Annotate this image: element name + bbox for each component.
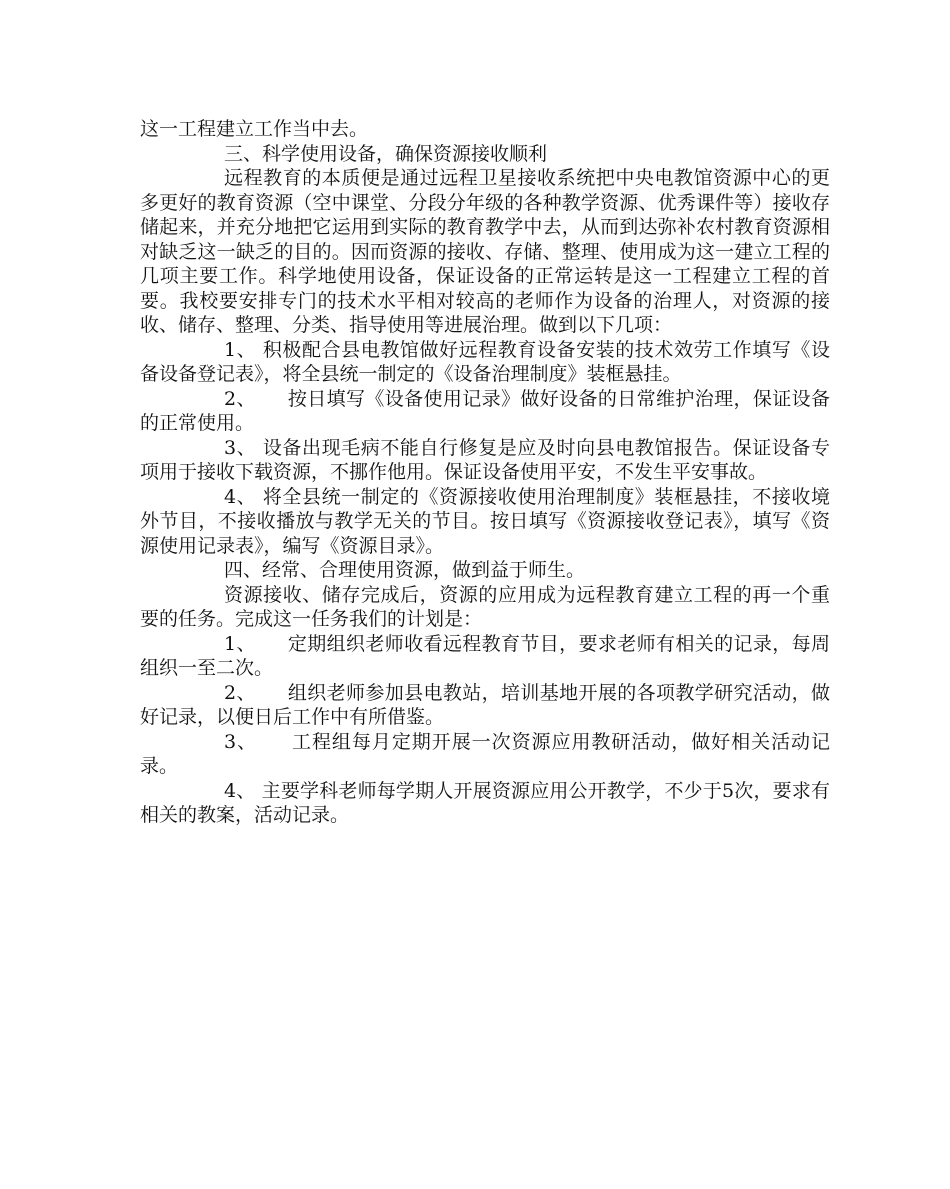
list-item-equipment-3: 3、 设备出现毛病不能自行修复是应及时向县电教馆报告。保证设备专项用于接收下载资源，不挪作他用。保证设备使用平安，不发生平安事故。	[140, 436, 830, 483]
list-item-plan-1: 1、 定期组织老师收看远程教育节目，要求老师有相关的记录，每周组织一至二次。	[140, 632, 830, 679]
list-item-plan-3: 3、 工程组每月定期开展一次资源应用教研活动，做好相关活动记录。	[140, 730, 830, 777]
paragraph-continuation: 这一工程建立工作当中去。	[140, 118, 369, 140]
paragraph-resource-intro: 远程教育的本质便是通过远程卫星接收系统把中央电教馆资源中心的更多更好的教育资源（空中课堂、分段分年级的各种教学资源、优秀课件等）接收存储起来，并充分地把它运用到实际的教育教学中去，从而到达弥补农村教育资源相对缺乏这一缺乏的目的。因而资源的接收、存储、整理、使用成为这一建立工程的几项主要工作。科学地使用设备，保证设备的正常运转是这一工程建立工程的首要。我校要安排专门的技术水平相对较高的老师作为设备的治理人，对资源的接收、储存、整理、分类、指导使用等进展治理。做到以下几项：	[140, 167, 830, 336]
list-item-plan-4: 4、 主要学科老师每学期人开展资源应用公开教学，不少于5次，要求有相关的教案，活动记录。	[140, 779, 830, 826]
section-heading-3: 三、科学使用设备，确保资源接收顺利	[224, 142, 548, 165]
list-item-equipment-4: 4、 将全县统一制定的《资源接收使用治理制度》装框悬挂，不接收境外节目，不接收播放与教学无关的节目。按日填写《资源接收登记表》，填写《资源使用记录表》，编写《资源目录》。	[140, 485, 830, 557]
list-item-equipment-2: 2、 按日填写《设备使用记录》做好设备的日常维护治理，保证设备的正常使用。	[140, 387, 830, 434]
document-body	[140, 117, 830, 828]
list-item-plan-2: 2、 组织老师参加县电教站，培训基地开展的各项教学研究活动，做好记录，以便日后工作中有所借鉴。	[140, 681, 830, 728]
paragraph-resource-plan: 资源接收、储存完成后，资源的应用成为远程教育建立工程的再一个重要的任务。完成这一任务我们的计划是：	[140, 583, 830, 630]
list-item-equipment-1: 1、 积极配合县电教馆做好远程教育设备安装的技术效劳工作填写《设备设备登记表》，将全县统一制定的《设备治理制度》装框悬挂。	[140, 338, 830, 385]
section-heading-4: 四、经常、合理使用资源，做到益于师生。	[224, 559, 586, 581]
